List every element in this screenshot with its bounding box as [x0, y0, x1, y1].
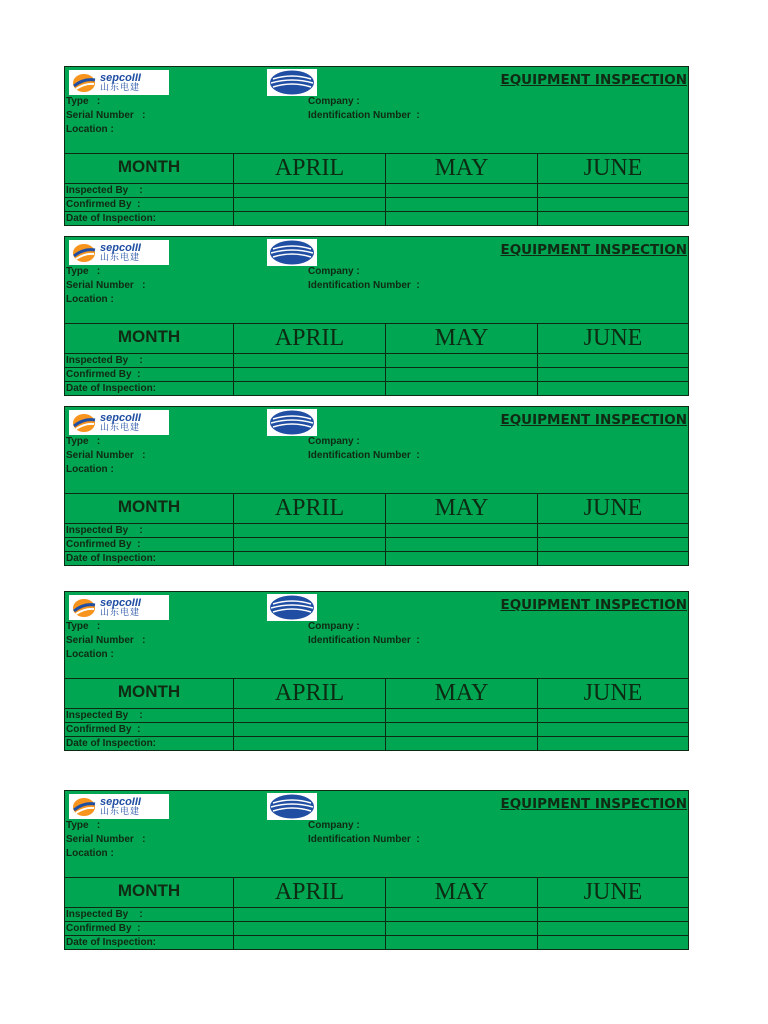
date-of-inspection-label: Date of Inspection: [65, 212, 234, 225]
confirmed-by-june-cell[interactable] [538, 538, 688, 551]
inspection-table [65, 153, 688, 225]
location-label: Location : [66, 464, 114, 475]
company-label: Company : [308, 820, 360, 831]
month-header-row [65, 679, 688, 709]
globe-icon [269, 240, 315, 265]
confirmed-by-row [65, 198, 688, 212]
inspection-card [64, 66, 689, 226]
date-june-cell[interactable] [538, 382, 688, 395]
inspected-by-may-cell[interactable] [386, 184, 538, 197]
company-emblem [267, 69, 317, 96]
confirmed-by-may-cell[interactable] [386, 198, 538, 211]
month-april: APRIL [234, 324, 386, 353]
confirmed-by-june-cell[interactable] [538, 723, 688, 736]
card-title: EQUIPMENT INSPECTION [500, 72, 687, 88]
month-header-row [65, 494, 688, 524]
inspection-table [65, 678, 688, 750]
month-header-row [65, 324, 688, 354]
inspected-by-april-cell[interactable] [234, 184, 386, 197]
logo-chinese-text: 山东电建 [100, 806, 141, 817]
inspection-table [65, 493, 688, 565]
date-june-cell[interactable] [538, 212, 688, 225]
inspected-by-may-cell[interactable] [386, 354, 538, 367]
month-april: APRIL [234, 679, 386, 708]
date-may-cell[interactable] [386, 382, 538, 395]
globe-icon [269, 595, 315, 620]
location-label: Location : [66, 649, 114, 660]
confirmed-by-label: Confirmed By : [65, 198, 234, 211]
date-april-cell[interactable] [234, 936, 386, 949]
serial-number-label: Serial Number : [66, 834, 146, 845]
serial-number-label: Serial Number : [66, 110, 146, 121]
inspected-by-june-cell[interactable] [538, 524, 688, 537]
card-title: EQUIPMENT INSPECTION [500, 597, 687, 613]
month-may: MAY [386, 324, 538, 353]
inspected-by-row [65, 908, 688, 922]
confirmed-by-april-cell[interactable] [234, 922, 386, 935]
globe-icon [269, 794, 315, 819]
date-of-inspection-row [65, 737, 688, 750]
confirmed-by-april-cell[interactable] [234, 538, 386, 551]
inspected-by-april-cell[interactable] [234, 524, 386, 537]
inspected-by-june-cell[interactable] [538, 184, 688, 197]
logo-brand-text: sepcoIII [100, 596, 141, 609]
date-june-cell[interactable] [538, 552, 688, 565]
location-label: Location : [66, 848, 114, 859]
company-emblem [267, 793, 317, 820]
sepco-logo [69, 70, 169, 95]
logo-chinese-text: 山东电建 [100, 607, 141, 618]
month-header-row [65, 154, 688, 184]
month-may: MAY [386, 878, 538, 907]
confirmed-by-row [65, 368, 688, 382]
type-label: Type : [66, 266, 101, 277]
serial-number-label: Serial Number : [66, 635, 146, 646]
month-may: MAY [386, 154, 538, 183]
identification-number-label: Identification Number : [308, 280, 420, 291]
date-of-inspection-label: Date of Inspection: [65, 382, 234, 395]
date-of-inspection-label: Date of Inspection: [65, 552, 234, 565]
sepco-emblem-icon [71, 597, 97, 619]
month-june: JUNE [583, 325, 643, 351]
card-header [65, 237, 688, 323]
confirmed-by-row [65, 922, 688, 936]
inspected-by-june-cell[interactable] [538, 908, 688, 921]
inspection-card [64, 790, 689, 950]
inspected-by-april-cell[interactable] [234, 709, 386, 722]
confirmed-by-april-cell[interactable] [234, 723, 386, 736]
company-label: Company : [308, 266, 360, 277]
identification-number-label: Identification Number : [308, 834, 420, 845]
card-header [65, 407, 688, 493]
sepco-emblem-icon [71, 796, 97, 818]
inspected-by-label: Inspected By : [65, 524, 234, 537]
type-label: Type : [66, 96, 101, 107]
month-april: APRIL [234, 494, 386, 523]
company-emblem [267, 239, 317, 266]
inspected-by-may-cell[interactable] [386, 908, 538, 921]
serial-number-label: Serial Number : [66, 280, 146, 291]
inspected-by-label: Inspected By : [65, 908, 234, 921]
confirmed-by-may-cell[interactable] [386, 723, 538, 736]
date-april-cell[interactable] [234, 737, 386, 750]
inspected-by-row [65, 184, 688, 198]
card-title: EQUIPMENT INSPECTION [500, 242, 687, 258]
company-emblem [267, 409, 317, 436]
globe-icon [269, 410, 315, 435]
type-label: Type : [66, 820, 101, 831]
date-may-cell[interactable] [386, 552, 538, 565]
confirmed-by-label: Confirmed By : [65, 723, 234, 736]
confirmed-by-may-cell[interactable] [386, 538, 538, 551]
company-emblem [267, 594, 317, 621]
month-april: APRIL [234, 878, 386, 907]
location-label: Location : [66, 294, 114, 305]
inspected-by-april-cell[interactable] [234, 908, 386, 921]
confirmed-by-june-cell[interactable] [538, 922, 688, 935]
sepco-logo [69, 410, 169, 435]
card-header [65, 791, 688, 877]
inspected-by-row [65, 524, 688, 538]
month-header: MONTH [65, 679, 234, 708]
logo-brand-text: sepcoIII [100, 795, 141, 808]
date-may-cell[interactable] [386, 737, 538, 750]
inspected-by-june-cell[interactable] [538, 354, 688, 367]
date-of-inspection-row [65, 212, 688, 225]
inspection-card [64, 236, 689, 396]
confirmed-by-may-cell[interactable] [386, 368, 538, 381]
company-label: Company : [308, 436, 360, 447]
sepco-logo [69, 240, 169, 265]
month-june: JUNE [583, 155, 643, 181]
date-may-cell[interactable] [386, 212, 538, 225]
date-june-cell[interactable] [538, 737, 688, 750]
inspected-by-may-cell[interactable] [386, 709, 538, 722]
type-label: Type : [66, 621, 101, 632]
location-label: Location : [66, 124, 114, 135]
card-header [65, 67, 688, 153]
month-june: JUNE [583, 495, 643, 521]
confirmed-by-label: Confirmed By : [65, 368, 234, 381]
card-title: EQUIPMENT INSPECTION [500, 796, 687, 812]
inspected-by-row [65, 709, 688, 723]
company-label: Company : [308, 621, 360, 632]
logo-brand-text: sepcoIII [100, 241, 141, 254]
logo-chinese-text: 山东电建 [100, 422, 141, 433]
card-header [65, 592, 688, 678]
card-title: EQUIPMENT INSPECTION [500, 412, 687, 428]
company-label: Company : [308, 96, 360, 107]
sepco-emblem-icon [71, 412, 97, 434]
date-of-inspection-row [65, 382, 688, 395]
month-june: JUNE [583, 879, 643, 905]
date-of-inspection-label: Date of Inspection: [65, 737, 234, 750]
month-header: MONTH [65, 878, 234, 907]
inspection-table [65, 877, 688, 949]
date-april-cell[interactable] [234, 212, 386, 225]
date-of-inspection-row [65, 552, 688, 565]
confirmed-by-label: Confirmed By : [65, 922, 234, 935]
sepco-logo [69, 595, 169, 620]
month-header: MONTH [65, 324, 234, 353]
confirmed-by-row [65, 723, 688, 737]
inspected-by-label: Inspected By : [65, 709, 234, 722]
date-of-inspection-label: Date of Inspection: [65, 936, 234, 949]
inspected-by-row [65, 354, 688, 368]
inspection-card [64, 406, 689, 566]
month-header-row [65, 878, 688, 908]
confirmed-by-row [65, 538, 688, 552]
globe-icon [269, 70, 315, 95]
inspected-by-april-cell[interactable] [234, 354, 386, 367]
logo-brand-text: sepcoIII [100, 411, 141, 424]
confirmed-by-label: Confirmed By : [65, 538, 234, 551]
date-april-cell[interactable] [234, 552, 386, 565]
date-may-cell[interactable] [386, 936, 538, 949]
inspection-card [64, 591, 689, 751]
month-april: APRIL [234, 154, 386, 183]
type-label: Type : [66, 436, 101, 447]
month-may: MAY [386, 494, 538, 523]
logo-chinese-text: 山东电建 [100, 82, 141, 93]
identification-number-label: Identification Number : [308, 450, 420, 461]
month-header: MONTH [65, 154, 234, 183]
inspected-by-june-cell[interactable] [538, 709, 688, 722]
confirmed-by-april-cell[interactable] [234, 368, 386, 381]
month-june: JUNE [583, 680, 643, 706]
inspection-table [65, 323, 688, 395]
date-june-cell[interactable] [538, 936, 688, 949]
month-may: MAY [386, 679, 538, 708]
confirmed-by-june-cell[interactable] [538, 198, 688, 211]
confirmed-by-april-cell[interactable] [234, 198, 386, 211]
sepco-emblem-icon [71, 72, 97, 94]
sepco-logo [69, 794, 169, 819]
confirmed-by-may-cell[interactable] [386, 922, 538, 935]
confirmed-by-june-cell[interactable] [538, 368, 688, 381]
logo-brand-text: sepcoIII [100, 71, 141, 84]
identification-number-label: Identification Number : [308, 110, 420, 121]
inspected-by-label: Inspected By : [65, 184, 234, 197]
serial-number-label: Serial Number : [66, 450, 146, 461]
sepco-emblem-icon [71, 242, 97, 264]
date-april-cell[interactable] [234, 382, 386, 395]
date-of-inspection-row [65, 936, 688, 949]
month-header: MONTH [65, 494, 234, 523]
logo-chinese-text: 山东电建 [100, 252, 141, 263]
inspected-by-label: Inspected By : [65, 354, 234, 367]
identification-number-label: Identification Number : [308, 635, 420, 646]
inspected-by-may-cell[interactable] [386, 524, 538, 537]
